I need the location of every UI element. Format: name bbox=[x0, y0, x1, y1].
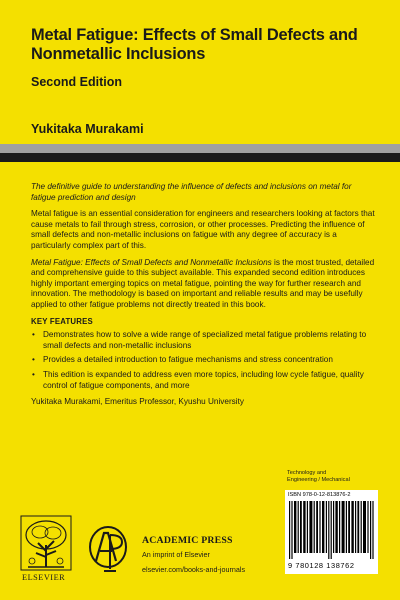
gray-divider-band bbox=[0, 144, 400, 153]
elsevier-wordmark: ELSEVIER bbox=[22, 573, 66, 582]
publisher-url[interactable]: elsevier.com/books-and-journals bbox=[142, 565, 246, 574]
barcode-panel bbox=[285, 490, 378, 574]
barcode-number: 9 780128 138762 bbox=[288, 561, 355, 570]
key-feature-item bbox=[31, 355, 376, 366]
publisher-name: ACADEMIC PRESS bbox=[142, 535, 233, 546]
edition-label: Second Edition bbox=[31, 75, 122, 89]
elsevier-tree-logo-icon bbox=[20, 515, 72, 571]
bullet-icon: • bbox=[32, 330, 35, 340]
publisher-imprint: An imprint of Elsevier bbox=[142, 550, 210, 559]
category-line-2: Engineering / Mechanical bbox=[287, 477, 350, 483]
blurb-paragraph-2 bbox=[31, 258, 376, 311]
author-name: Yukitaka Murakami bbox=[31, 122, 144, 136]
academic-press-ap-logo-icon bbox=[86, 521, 130, 577]
bullet-icon: • bbox=[32, 369, 35, 379]
isbn-label: ISBN 978-0-12-813876-2 bbox=[288, 492, 351, 498]
key-feature-text: Provides a detailed introduction to fatigue mechanisms and stress concentration bbox=[43, 355, 333, 365]
author-affiliation: Yukitaka Murakami, Emeritus Professor, Kyushu University bbox=[31, 397, 244, 407]
blurb-body bbox=[31, 182, 376, 414]
key-features-list bbox=[31, 330, 376, 391]
key-feature-text: Demonstrates how to solve a wide range of specialized metal fatigue problems relating to small defects and non-metallic inclusions bbox=[43, 330, 367, 350]
category-line-1: Technology and bbox=[287, 470, 327, 476]
subject-category bbox=[287, 470, 377, 484]
key-features-heading: KEY FEATURES bbox=[31, 316, 93, 326]
blurb-paragraph-1: Metal fatigue is an essential consideration for engineers and researchers looking at factors that cause metals to fail through stress, corrosion, or other processes. Predicting the influence of small defects and non-metallic inclusions on fatigue with any degree of accuracy is a particularly complex part of this. bbox=[31, 209, 375, 250]
key-feature-item bbox=[31, 370, 376, 391]
book-title: Metal Fatigue: Effects of Small Defects and Nonmetallic Inclusions bbox=[31, 26, 358, 63]
blurb-paragraph-2-title: Metal Fatigue: Effects of Small Defects and Nonmetallic Inclusions bbox=[31, 257, 272, 267]
bullet-icon: • bbox=[32, 355, 35, 365]
blurb-paragraph-2-text: is the most trusted, detailed and comprehensive guide to this subject available. This expanded second edition introduces highly important emerging topics on metal fatigue, pointing the way for further research and innovation. The methodology is based on important and reliable results and may be usefully applied to other fatigue problems not directly treated in this book. bbox=[31, 257, 375, 309]
black-divider-band bbox=[0, 153, 400, 162]
key-feature-text: This edition is expanded to address even more topics, including low cycle fatigue, quality control of fatigue components, and more bbox=[43, 369, 364, 390]
tagline: The definitive guide to understanding the influence of defects and inclusions on metal for fatigue prediction and design bbox=[31, 182, 352, 202]
barcode-icon bbox=[289, 501, 374, 559]
key-feature-item bbox=[31, 330, 376, 351]
